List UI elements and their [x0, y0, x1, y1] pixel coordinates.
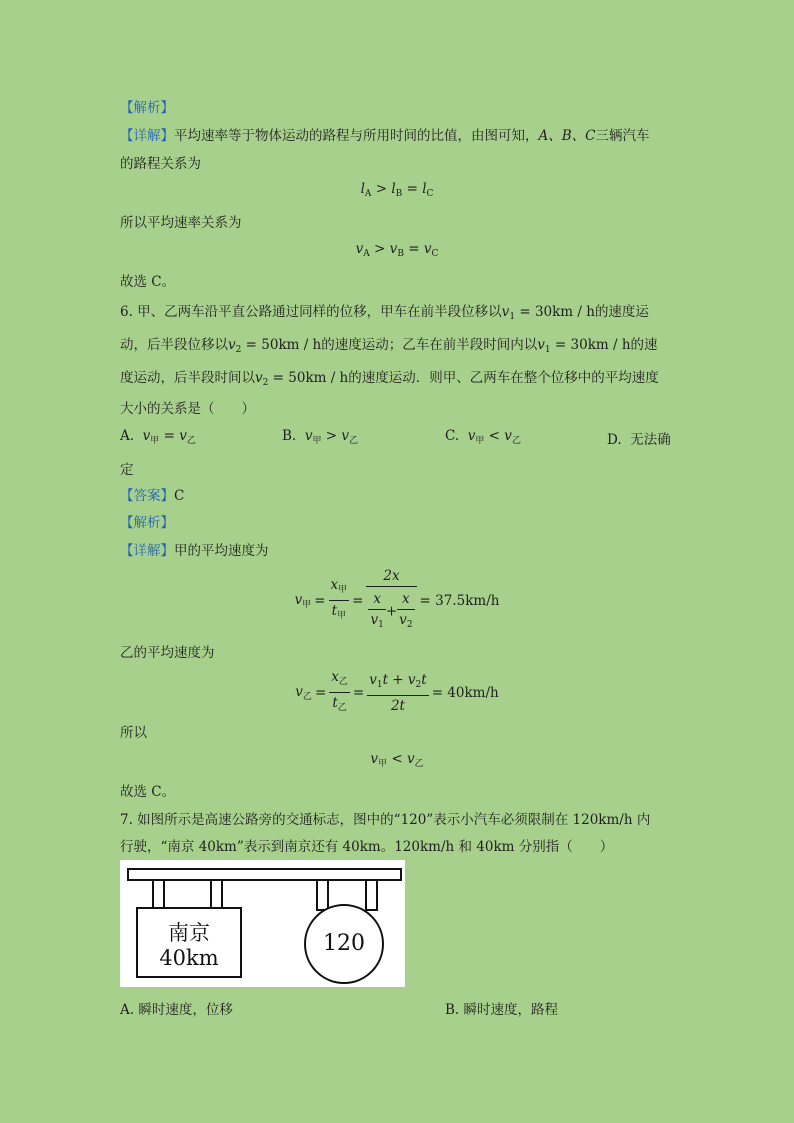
q7-option-a: A. 瞬时速度，位移 — [120, 1002, 233, 1018]
q6-line3: 度运动，后半段时间以$v_2 = 50km / h$的速度运动．则甲、乙两车在整个位移中的平均速度 — [120, 370, 659, 388]
q6-text: 的速度运动；乙车在前半段时间内以 — [321, 337, 538, 353]
answer-value: C — [174, 488, 185, 504]
q6-text: 度运动，后半段时间以 — [120, 370, 255, 386]
equation-rate-relation: $v_A > v_B = v_C$ — [355, 241, 439, 259]
car-labels: A、B、C — [538, 128, 596, 144]
q7-option-b: B. 瞬时速度，路程 — [445, 1002, 559, 1018]
traffic-sign-figure — [120, 860, 405, 987]
q6-text: 动，后半段位移以 — [120, 337, 228, 353]
q6-text: 的速 — [630, 337, 658, 353]
sign-speed: 120 — [323, 931, 365, 956]
paragraph-text: 的路程关系为 — [120, 156, 201, 172]
answer-tag: 【答案】 — [120, 488, 174, 504]
q6-option-b: B. $v_甲 > v_乙$ — [282, 428, 359, 446]
q6-text: 的速度运 — [594, 304, 649, 320]
q6-line2: 动，后半段位移以$v_2 = 50km / h$的速度运动；乙车在前半段时间内以$v_1 = 30km / h$的速 — [120, 337, 658, 355]
detail-tag: 【详解】 — [120, 543, 174, 559]
equation-compare: $v_甲 < v_乙$ — [370, 751, 424, 769]
detail-tag: 【详解】 — [120, 128, 174, 144]
analysis-tag: 【解析】 — [120, 515, 174, 531]
sign-city: 南京 — [168, 921, 210, 945]
q6-option-c: C. $v_甲 < v_乙$ — [445, 428, 521, 446]
q6-text: 6. 甲、乙两车沿平直公路通过同样的位移，甲车在前半段位移以 — [120, 304, 502, 320]
equation-path-relation: $l_A > l_B = l_C$ — [360, 181, 434, 199]
q6-line1: 6. 甲、乙两车沿平直公路通过同样的位移，甲车在前半段位移以$v_1 = 30km / h$的速度运 — [120, 304, 649, 322]
paragraph-text: 平均速率等于物体运动的路程与所用时间的比值，由图可知， — [174, 128, 539, 144]
so-line: 所以 — [120, 725, 147, 741]
equation-yi: $v_乙$ = $\frac{x_乙}{t_乙}$ = $\frac{v_1t + v_2t}{2t}$ = 40km/h — [295, 669, 499, 714]
paragraph-text: 所以平均速率关系为 — [120, 215, 242, 231]
answer-line — [120, 484, 184, 504]
equation-jia: $v_甲$ = $\frac{x_甲}{t_甲}$ = 2x $\frac{x}{v_1}$ + $\frac{x}{v_2}$ = 37.5km/h — [294, 568, 500, 630]
q6-option-d: D. 无法确 — [607, 432, 671, 448]
q6-option-d-wrap: 定 — [120, 462, 134, 478]
jia-result: = 37.5km/h — [419, 592, 500, 609]
choose-answer: 故选 C。 — [120, 274, 176, 290]
choose-answer: 故选 C。 — [120, 784, 176, 800]
analysis-tag: 【解析】 — [120, 100, 174, 116]
q7-line2: 行驶，“南京 40km”表示到南京还有 40km。120km/h 和 40km 分别指（ ） — [120, 839, 614, 855]
q7-line1: 7. 如图所示是高速公路旁的交通标志，图中的“120”表示小汽车必须限制在 120km/h 内 — [120, 812, 651, 828]
detail-line — [120, 539, 269, 559]
detail-text: 甲的平均速度为 — [174, 543, 269, 559]
q6-line4: 大小的关系是（ ） — [120, 401, 255, 417]
q6-text: 的速度运动．则甲、乙两车在整个位移中的平均速度 — [348, 370, 659, 386]
yi-result: = 40km/h — [431, 684, 499, 701]
detail-paragraph — [120, 124, 650, 144]
yi-line: 乙的平均速度为 — [120, 645, 215, 661]
paragraph-text: 三辆汽车 — [595, 128, 650, 144]
q6-option-a: A. $v_甲 = v_乙$ — [120, 428, 196, 446]
sign-distance: 40km — [159, 946, 219, 970]
